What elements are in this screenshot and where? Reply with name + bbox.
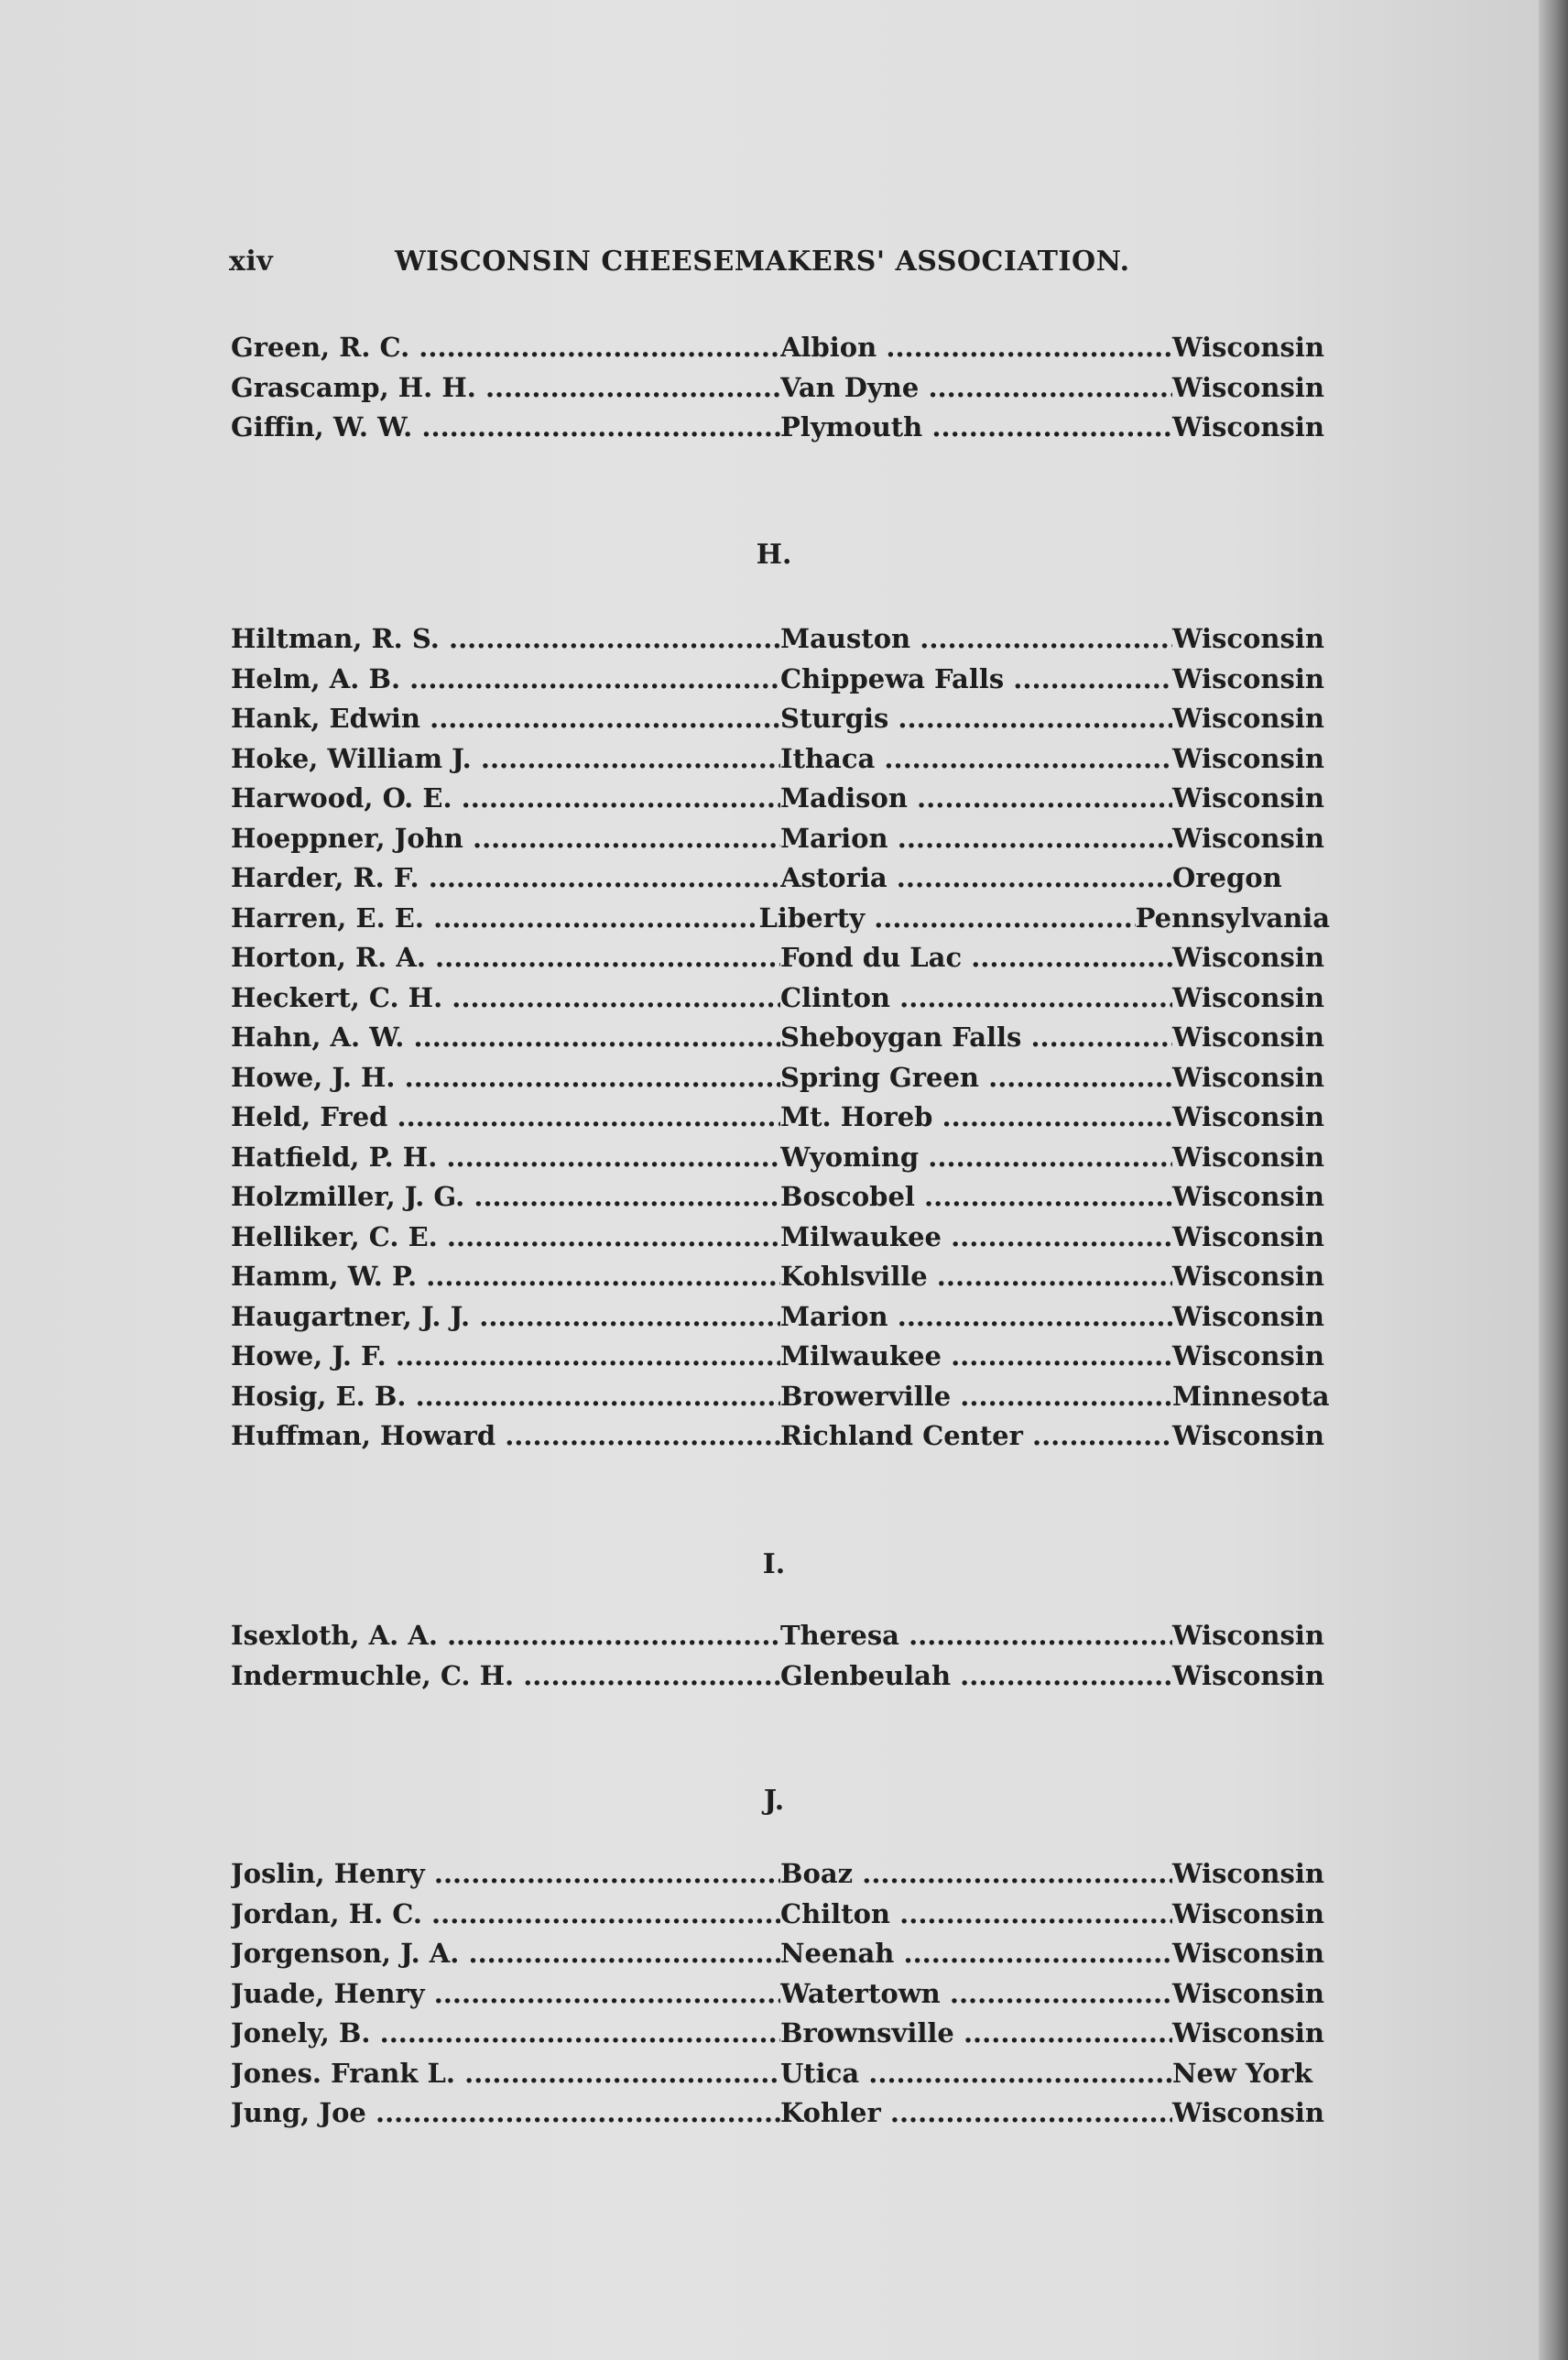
member-town: Van Dyne ..... bbox=[780, 372, 1172, 403]
section-j-list bbox=[231, 1858, 1330, 2137]
list-item bbox=[231, 942, 1330, 982]
member-state: Wisconsin bbox=[1172, 662, 1324, 694]
list-item bbox=[231, 1381, 1330, 1421]
list-item bbox=[231, 743, 1330, 783]
member-town: Spring Green ..... bbox=[780, 1062, 1172, 1093]
member-name: Haugartner, J. J. ..... bbox=[231, 1301, 780, 1332]
member-name: Jordan, H. C. ..... bbox=[231, 1898, 780, 1929]
member-state: Wisconsin bbox=[1172, 411, 1324, 442]
member-state: Wisconsin bbox=[1172, 1340, 1324, 1371]
member-name: Isexloth, A. A. ..... bbox=[231, 1620, 780, 1651]
member-state: Wisconsin bbox=[1172, 1300, 1324, 1332]
member-state: Wisconsin bbox=[1172, 623, 1324, 654]
member-name: Hahn, A. W. ..... bbox=[231, 1022, 780, 1053]
list-item bbox=[231, 663, 1330, 704]
member-name: Harder, R. F. ..... bbox=[231, 862, 780, 893]
list-item bbox=[231, 623, 1330, 663]
member-town: Sturgis ..... bbox=[780, 703, 1172, 734]
member-town: Mt. Horeb ..... bbox=[780, 1101, 1172, 1132]
page-title: WISCONSIN CHEESEMAKERS' ASSOCIATION. bbox=[394, 246, 1130, 278]
member-town: Liberty ..... bbox=[758, 902, 1135, 934]
member-name: Howe, J. H. ..... bbox=[231, 1062, 780, 1093]
list-item bbox=[231, 703, 1330, 743]
list-item bbox=[231, 1181, 1330, 1221]
list-item bbox=[231, 411, 1330, 452]
member-state: New York bbox=[1172, 2057, 1312, 2089]
section-letter-j: J. bbox=[763, 1785, 785, 1817]
member-town: Theresa ..... bbox=[780, 1620, 1172, 1651]
list-item bbox=[231, 1022, 1330, 1062]
member-state: Wisconsin bbox=[1172, 371, 1324, 403]
list-item bbox=[231, 1620, 1330, 1660]
member-town: Wyoming ..... bbox=[780, 1142, 1172, 1173]
member-name: Huffman, Howard ..... bbox=[231, 1420, 780, 1451]
member-state: Wisconsin bbox=[1172, 742, 1324, 774]
member-state: Wisconsin bbox=[1172, 332, 1324, 363]
list-item bbox=[231, 1301, 1330, 1341]
member-state: Wisconsin bbox=[1172, 2017, 1324, 2049]
list-item bbox=[231, 982, 1330, 1022]
member-name: Holzmiller, J. G. ..... bbox=[231, 1181, 780, 1212]
member-town: Plymouth ..... bbox=[780, 411, 1172, 442]
member-state: Wisconsin bbox=[1172, 1977, 1324, 2009]
list-item bbox=[231, 1261, 1330, 1301]
page-number: xiv bbox=[229, 246, 274, 278]
section-h-list bbox=[231, 623, 1330, 1460]
member-town: Browerville ..... bbox=[780, 1381, 1172, 1412]
member-state: Wisconsin bbox=[1172, 1659, 1324, 1691]
list-item bbox=[231, 1101, 1330, 1142]
member-town: Brownsville ..... bbox=[780, 2017, 1172, 2049]
member-town: Madison ..... bbox=[780, 782, 1172, 814]
member-name: Jones. Frank L. ..... bbox=[231, 2058, 780, 2089]
member-town: Utica ..... bbox=[780, 2058, 1172, 2089]
member-name: Heckert, C. H. ..... bbox=[231, 982, 780, 1013]
member-state: Wisconsin bbox=[1172, 1938, 1324, 1969]
member-town: Milwaukee ..... bbox=[780, 1340, 1172, 1371]
member-town: Glenbeulah ..... bbox=[780, 1660, 1172, 1691]
list-item bbox=[231, 1858, 1330, 1898]
member-state: Wisconsin bbox=[1172, 782, 1324, 814]
list-item bbox=[231, 2097, 1330, 2137]
list-item bbox=[231, 372, 1330, 412]
section-i-list bbox=[231, 1620, 1330, 1699]
member-state: Wisconsin bbox=[1172, 2097, 1324, 2128]
list-item bbox=[231, 1062, 1330, 1102]
member-name: Held, Fred ..... bbox=[231, 1101, 780, 1132]
member-name: Green, R. C. ..... bbox=[231, 332, 780, 363]
member-name: Giffin, W. W. ..... bbox=[231, 411, 780, 442]
running-header bbox=[229, 246, 1172, 278]
member-state: Wisconsin bbox=[1172, 703, 1324, 734]
member-name: Hoke, William J. ..... bbox=[231, 743, 780, 774]
member-town: Mauston ..... bbox=[780, 623, 1172, 654]
book-spine bbox=[1539, 0, 1568, 2360]
member-town: Ithaca ..... bbox=[780, 743, 1172, 774]
member-town: Albion ..... bbox=[780, 332, 1172, 363]
member-state: Wisconsin bbox=[1172, 1897, 1324, 1929]
member-town: Neenah ..... bbox=[780, 1938, 1172, 1969]
member-name: Hiltman, R. S. ..... bbox=[231, 623, 780, 654]
member-town: Boscobel ..... bbox=[780, 1181, 1172, 1212]
member-town: Sheboygan Falls ..... bbox=[780, 1022, 1172, 1053]
member-state: Wisconsin bbox=[1172, 981, 1324, 1013]
member-town: Kohlsville ..... bbox=[780, 1261, 1172, 1292]
list-item bbox=[231, 1898, 1330, 1939]
list-item bbox=[231, 1660, 1330, 1700]
member-name: Hatfield, P. H. ..... bbox=[231, 1142, 780, 1173]
member-town: Richland Center ..... bbox=[780, 1420, 1172, 1451]
list-item bbox=[231, 1340, 1330, 1381]
member-name: Hank, Edwin ..... bbox=[231, 703, 780, 734]
list-item bbox=[231, 1221, 1330, 1262]
member-town: Milwaukee ..... bbox=[780, 1221, 1172, 1252]
member-name: Hosig, E. B. ..... bbox=[231, 1381, 780, 1412]
member-name: Jung, Joe ..... bbox=[231, 2097, 780, 2128]
list-item bbox=[231, 782, 1330, 823]
member-name: Harwood, O. E. ..... bbox=[231, 782, 780, 814]
member-state: Wisconsin bbox=[1172, 1022, 1324, 1053]
member-name: Juade, Henry ..... bbox=[231, 1978, 780, 2009]
list-item bbox=[231, 823, 1330, 863]
section-g-list bbox=[231, 332, 1330, 452]
member-state: Wisconsin bbox=[1172, 1220, 1324, 1252]
member-state: Pennsylvania bbox=[1135, 901, 1330, 934]
member-town: Fond du Lac ..... bbox=[780, 942, 1172, 973]
list-item bbox=[231, 902, 1330, 943]
section-letter-h: H. bbox=[756, 539, 792, 571]
member-town: Chippewa Falls ..... bbox=[780, 663, 1172, 694]
list-item bbox=[231, 1978, 1330, 2018]
member-state: Wisconsin bbox=[1172, 1261, 1324, 1292]
member-name: Jonely, B. ..... bbox=[231, 2017, 780, 2049]
member-state: Wisconsin bbox=[1172, 1620, 1324, 1651]
member-state: Minnesota bbox=[1172, 1380, 1330, 1412]
member-name: Horton, R. A. ..... bbox=[231, 942, 780, 973]
member-town: Boaz ..... bbox=[780, 1858, 1172, 1889]
member-name: Howe, J. F. ..... bbox=[231, 1340, 780, 1371]
member-town: Watertown ..... bbox=[780, 1978, 1172, 2009]
list-item bbox=[231, 1938, 1330, 1978]
member-town: Chilton ..... bbox=[780, 1898, 1172, 1929]
member-name: Helliker, C. E. ..... bbox=[231, 1221, 780, 1252]
member-town: Clinton ..... bbox=[780, 982, 1172, 1013]
section-letter-i: I. bbox=[762, 1548, 786, 1580]
member-town: Marion ..... bbox=[780, 823, 1172, 854]
member-town: Astoria ..... bbox=[780, 862, 1172, 893]
list-item bbox=[231, 2058, 1330, 2098]
member-name: Hamm, W. P. ..... bbox=[231, 1261, 780, 1292]
list-item bbox=[231, 1142, 1330, 1182]
member-town: Kohler ..... bbox=[780, 2097, 1172, 2128]
member-state: Wisconsin bbox=[1172, 1858, 1324, 1889]
member-name: Harren, E. E. ..... bbox=[231, 902, 758, 934]
member-state: Oregon bbox=[1172, 862, 1282, 893]
member-state: Wisconsin bbox=[1172, 1061, 1324, 1093]
member-state: Wisconsin bbox=[1172, 1181, 1324, 1212]
member-name: Grascamp, H. H. ..... bbox=[231, 372, 780, 403]
member-state: Wisconsin bbox=[1172, 1101, 1324, 1132]
member-name: Indermuchle, C. H. ..... bbox=[231, 1660, 780, 1691]
member-name: Hoeppner, John ..... bbox=[231, 823, 780, 854]
list-item bbox=[231, 862, 1330, 902]
member-name: Joslin, Henry ..... bbox=[231, 1858, 780, 1889]
member-state: Wisconsin bbox=[1172, 942, 1324, 973]
member-state: Wisconsin bbox=[1172, 822, 1324, 854]
member-state: Wisconsin bbox=[1172, 1141, 1324, 1173]
list-item bbox=[231, 332, 1330, 372]
list-item bbox=[231, 2017, 1330, 2058]
member-name: Jorgenson, J. A. ..... bbox=[231, 1938, 780, 1969]
member-state: Wisconsin bbox=[1172, 1420, 1324, 1451]
member-town: Marion ..... bbox=[780, 1301, 1172, 1332]
member-name: Helm, A. B. ..... bbox=[231, 663, 780, 694]
list-item bbox=[231, 1420, 1330, 1460]
